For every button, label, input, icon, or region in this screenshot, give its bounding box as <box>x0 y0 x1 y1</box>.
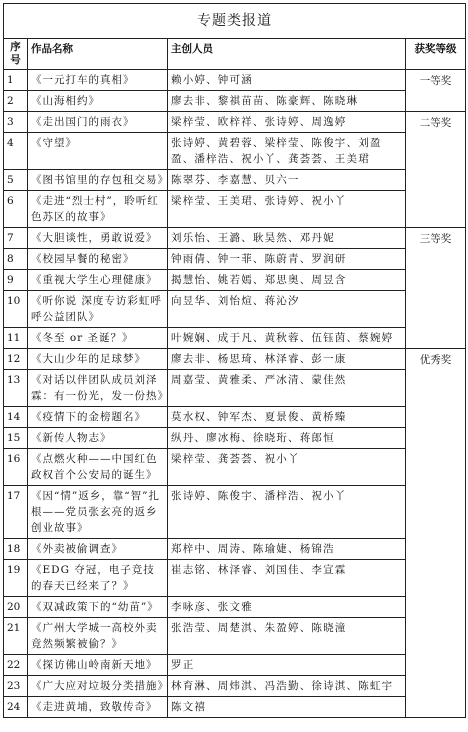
work-title: 《一元打车的真相》 <box>28 70 168 91</box>
work-title: 《双减政策下的“幼苗”》 <box>28 597 168 618</box>
creators: 莫水权、钟军杰、夏景俊、黄桥臻 <box>168 407 406 428</box>
work-title: 《外卖被偷调查》 <box>28 539 168 560</box>
table-row <box>4 560 466 597</box>
creators: 纵丹、廖冰梅、徐晓珩、蒋郎恒 <box>168 428 406 449</box>
row-number: 22 <box>4 655 28 676</box>
table-row <box>4 428 466 449</box>
work-title: 《图书馆里的存包租交易》 <box>28 170 168 191</box>
row-number: 2 <box>4 91 28 112</box>
work-title: 《校园早餐的秘密》 <box>28 249 168 270</box>
header-row <box>4 39 466 70</box>
row-number: 17 <box>4 486 28 539</box>
creators: 刘乐怡、王潞、耿昊然、邓丹妮 <box>168 228 406 249</box>
row-number: 14 <box>4 407 28 428</box>
creators: 梁梓莹、欧梓祥、张诗婷、周逸婷 <box>168 112 406 133</box>
creators: 梁梓莹、王美珺、张诗婷、祝小丫 <box>168 191 406 228</box>
creators: 李咏彦、张文雅 <box>168 597 406 618</box>
work-title: 《点燃火种——中国红色政权首个公安局的诞生》 <box>28 449 168 486</box>
creators: 廖去非、杨思琦、林泽睿、彭一康 <box>168 349 406 370</box>
table-row <box>4 407 466 428</box>
creators: 张浩莹、周楚淇、朱盈婷、陈晓潼 <box>168 618 406 655</box>
row-number: 10 <box>4 291 28 328</box>
header-creators: 主创人员 <box>168 39 406 70</box>
work-title: 《大胆谈性，勇敢说爱》 <box>28 228 168 249</box>
table-row <box>4 370 466 407</box>
row-number: 4 <box>4 133 28 170</box>
row-number: 13 <box>4 370 28 407</box>
header-award: 获奖等级 <box>406 39 466 70</box>
creators: 钟雨倩、钟一菲、陈蔚青、罗润研 <box>168 249 406 270</box>
work-title: 《对话以伴团队成员刘泽霖：有一份光，发一份热》 <box>28 370 168 407</box>
creators: 梁梓莹、龚荟荟、祝小丫 <box>168 449 406 486</box>
title-row <box>4 4 466 39</box>
creators: 林育淋、周炜淇、冯浩勤、徐诗淇、陈虹宇 <box>168 676 406 697</box>
work-title: 《守望》 <box>28 133 168 170</box>
row-number: 24 <box>4 697 28 718</box>
table-row <box>4 270 466 291</box>
creators: 向昱华、刘怡煊、蒋沁汐 <box>168 291 406 328</box>
creators: 张诗婷、黄碧蓉、梁梓莹、陈俊宇、刘盈盈、潘梓浩、祝小丫、龚荟荟、王美珺 <box>168 133 406 170</box>
row-number: 16 <box>4 449 28 486</box>
table-row <box>4 486 466 539</box>
work-title: 《听你说 深度专访彩虹呼呼公益团队》 <box>28 291 168 328</box>
creators: 叶婉娴、成于凡、黄秋蓉、伍钰茵、蔡婉婷 <box>168 328 406 349</box>
row-number: 12 <box>4 349 28 370</box>
table-row <box>4 449 466 486</box>
work-title: 《新传人物志》 <box>28 428 168 449</box>
table-row <box>4 655 466 676</box>
row-number: 20 <box>4 597 28 618</box>
table-row <box>4 249 466 270</box>
row-number: 18 <box>4 539 28 560</box>
work-title: 《走进黄埔，致敬传奇》 <box>28 697 168 718</box>
work-title: 《大山少年的足球梦》 <box>28 349 168 370</box>
creators: 陈翠芬、李嘉慧、贝六一 <box>168 170 406 191</box>
table-row <box>4 349 466 370</box>
work-title: 《因“情”返乡，靠“智”扎根——党员张玄亮的返乡创业故事》 <box>28 486 168 539</box>
row-number: 5 <box>4 170 28 191</box>
table-row <box>4 539 466 560</box>
award-list-document <box>3 3 465 718</box>
table-row <box>4 618 466 655</box>
creators: 陈文禧 <box>168 697 406 718</box>
work-title: 《探访佛山岭南新天地》 <box>28 655 168 676</box>
award-table <box>3 3 466 718</box>
work-title: 《广大应对垃圾分类措施》 <box>28 676 168 697</box>
award-level-second: 二等奖 <box>406 112 466 228</box>
header-work-name: 作品名称 <box>28 39 168 70</box>
award-level-first: 一等奖 <box>406 70 466 112</box>
work-title: 《走进“烈士村”，聆听红色苏区的故事》 <box>28 191 168 228</box>
table-row <box>4 191 466 228</box>
creators: 崔志铭、林泽睿、刘国佳、李宣霖 <box>168 560 406 597</box>
work-title: 《重视大学生心理健康》 <box>28 270 168 291</box>
creators: 廖去非、黎祺苗苗、陈豪辉、陈晓琳 <box>168 91 406 112</box>
row-number: 6 <box>4 191 28 228</box>
work-title: 《冬至 or 圣诞？》 <box>28 328 168 349</box>
header-number: 序号 <box>4 39 28 70</box>
table-row <box>4 70 466 91</box>
table-row <box>4 91 466 112</box>
row-number: 1 <box>4 70 28 91</box>
row-number: 7 <box>4 228 28 249</box>
work-title: 《EDG 夺冠，电子竞技的春天已经来了？》 <box>28 560 168 597</box>
table-row <box>4 597 466 618</box>
table-row <box>4 170 466 191</box>
table-row <box>4 328 466 349</box>
table-row <box>4 112 466 133</box>
award-level-excellence: 优秀奖 <box>406 349 466 718</box>
table-row <box>4 291 466 328</box>
row-number: 23 <box>4 676 28 697</box>
work-title: 《走出国门的雨衣》 <box>28 112 168 133</box>
table-row <box>4 133 466 170</box>
creators: 揭慧怡、姚若嫣、郑思奥、周昱含 <box>168 270 406 291</box>
creators: 郑梓中、周涛、陈瑜婕、杨锦浩 <box>168 539 406 560</box>
creators: 赖小婷、钟可涵 <box>168 70 406 91</box>
row-number: 3 <box>4 112 28 133</box>
work-title: 《疫情下的金榜题名》 <box>28 407 168 428</box>
work-title: 《山海相约》 <box>28 91 168 112</box>
table-row <box>4 697 466 718</box>
row-number: 8 <box>4 249 28 270</box>
table-row <box>4 228 466 249</box>
row-number: 9 <box>4 270 28 291</box>
award-level-third: 三等奖 <box>406 228 466 349</box>
row-number: 11 <box>4 328 28 349</box>
creators: 周嘉莹、黄雅柔、严冰清、蒙佳然 <box>168 370 406 407</box>
work-title: 《广州大学城一高校外卖竟然频繁被偷？》 <box>28 618 168 655</box>
row-number: 21 <box>4 618 28 655</box>
creators: 张诗婷、陈俊宇、潘梓浩、祝小丫 <box>168 486 406 539</box>
row-number: 19 <box>4 560 28 597</box>
table-title: 专题类报道 <box>4 4 466 39</box>
table-row <box>4 676 466 697</box>
creators: 罗正 <box>168 655 406 676</box>
row-number: 15 <box>4 428 28 449</box>
